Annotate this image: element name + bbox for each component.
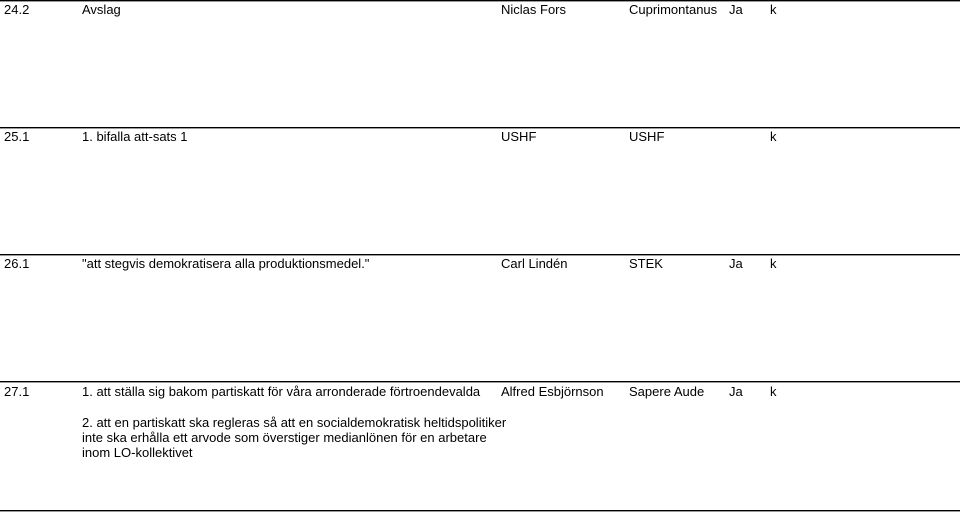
row-org: Cuprimontanus [629,2,718,17]
row-description: 1. att ställa sig bakom partiskatt för våra arronderade förtroendevalda [82,384,481,399]
row-vote: Ja [729,256,743,271]
row-mark: k [770,384,777,399]
row-mark: k [770,256,777,271]
row-person: Alfred Esbjörnson [501,384,604,399]
row-separator [0,510,960,512]
row-description: 1. bifalla att-sats 1 [82,129,188,144]
row-id: 27.1 [4,384,30,399]
row-vote: Ja [729,2,743,17]
row-mark: k [770,129,777,144]
description-line: 2. att en partiskatt ska regleras så att en socialdemokratisk heltidspolitiker [82,415,507,430]
row-description: "att stegvis demokratisera alla produktionsmedel." [82,256,370,271]
row-description-continuation [82,415,506,460]
row-id: 26.1 [4,256,30,271]
row-mark: k [770,2,777,17]
description-line: inom LO-kollektivet [82,445,193,460]
row-person: Carl Lindén [501,256,568,271]
row-separator [0,381,960,383]
description-line: inte ska erhålla ett arvode som överstiger medianlönen för en arbetare [82,430,487,445]
row-vote: Ja [729,384,743,399]
row-person: Niclas Fors [501,2,567,17]
row-id: 24.2 [4,2,30,17]
row-person: USHF [501,129,537,144]
row-description: Avslag [82,2,121,17]
row-org: STEK [629,256,663,271]
row-org: Sapere Aude [629,384,705,399]
row-org: USHF [629,129,665,144]
row-separator [0,0,960,2]
row-id: 25.1 [4,129,30,144]
